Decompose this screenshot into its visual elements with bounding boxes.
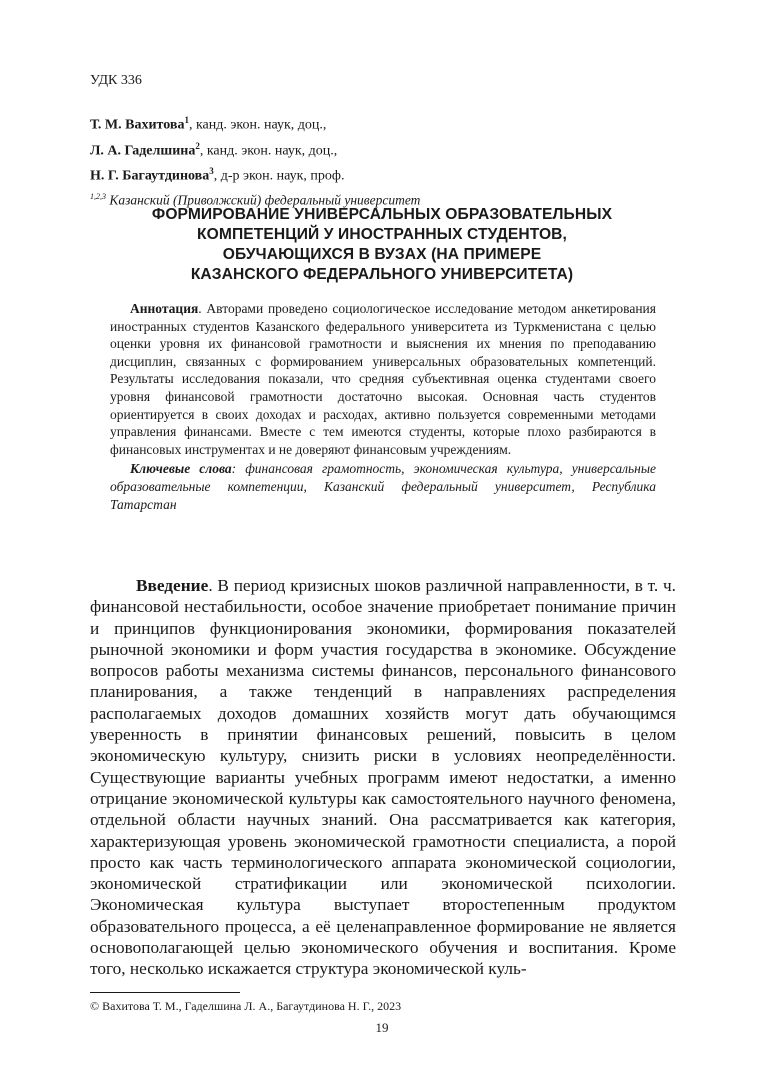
keywords-label: Ключевые слова (130, 461, 232, 477)
author-line (90, 161, 420, 187)
abstract-block (110, 300, 656, 513)
author-superscript: 3 (209, 166, 214, 177)
author-credentials: , д-р экон. наук, проф. (213, 168, 345, 184)
title-line: КОМПЕТЕНЦИЙ У ИНОСТРАННЫХ СТУДЕНТОВ, (197, 226, 567, 243)
udc-code: УДК 336 (90, 73, 142, 88)
author-line (90, 110, 420, 136)
body-section (90, 575, 676, 980)
affiliation-superscript: 1,2,3 (90, 191, 106, 201)
keywords-paragraph (110, 460, 656, 513)
intro-paragraph (90, 575, 676, 980)
page-number: 19 (375, 1020, 389, 1035)
author-superscript: 2 (195, 140, 200, 151)
article-title (100, 205, 664, 285)
title-line: ОБУЧАЮЩИХСЯ В ВУЗАХ (НА ПРИМЕРЕ (222, 246, 542, 263)
author-line (90, 136, 420, 162)
author-credentials: , канд. экон. наук, доц., (199, 143, 338, 159)
intro-text: . В период кризисных шоков различной направленности, в т. ч. финансовой нестабильности, особое значение приобретает понимание причин и принципов функционирования экономики, формирования показателей рыночной экономики и форм участия государства в экономике. Обсуждение вопросов работы механизма системы финансов, персонального финансового планирования, а также тенденций в направлениях распределения располагаемых доходов домашних хозяйств могут дать обучающимся уверенность в принятии финансовых решений, повысить в целом экономическую культуру, снизить риски в условиях неопределённости. Существующие варианты учебных программ имеют недостатки, а именно отрицание экономической культуры как самостоятельного научного феномена, отдельной области научных знаний. Она рассматривается как категория, характеризующая уровень экономической грамотности специалиста, а порой просто как часть терминологического аппарата экономической социологии, экономической стратификации или экономической психологии. Экономическая культура выступает второстепенным продуктом образовательного процесса, а её целенаправленное формирование не является основополагающей целью экономического обучения и воспитания. Кроме того, несколько искажается структура экономической куль- (90, 576, 676, 979)
author-name: Л. А. Гаделшина (90, 143, 196, 159)
title-line: КАЗАНСКОГО ФЕДЕРАЛЬНОГО УНИВЕРСИТЕТА) (190, 266, 574, 283)
author-credentials: , канд. экон. наук, доц., (188, 117, 327, 133)
copyright-footnote: © Вахитова Т. М., Гаделшина Л. А., Багаутдинова Н. Г., 2023 (90, 999, 402, 1013)
keywords-text: : финансовая грамотность, экономическая культура, универсальные образовательные компетенции, Казанский федеральный университет, Республика Татарстан (110, 461, 656, 512)
author-name: Н. Г. Багаутдинова (90, 168, 210, 184)
affiliation-text: Казанский (Приволжский) федеральный университет (106, 192, 421, 208)
author-name: Т. М. Вахитова (90, 117, 185, 133)
author-block (90, 110, 420, 210)
abstract-paragraph (110, 300, 656, 458)
title-line: ФОРМИРОВАНИЕ УНИВЕРСАЛЬНЫХ ОБРАЗОВАТЕЛЬНЫХ (151, 206, 613, 223)
abstract-label: Аннотация (130, 301, 199, 316)
footnote-divider (90, 992, 240, 993)
author-superscript: 1 (184, 115, 189, 125)
abstract-text: . Авторами проведено социологическое исследование методом анкетирования иностранных студентов Казанского федерального университета из Туркменистана с целью оценки уровня их финансовой грамотности и выяснения их мнения по преподаванию дисциплин, связанных с формированием универсальных образовательных компетенций. Результаты исследования показали, что средняя субъективная оценка студентами своего уровня финансовой грамотности достаточно высокая. Основная часть студентов ориентируется в своих доходах и расходах, активно пользуется современными методами управления финансами. Вместе с тем имеются студенты, которые плохо разбираются в финансовых инструментах и не доверяют финансовым учреждениям. (110, 301, 656, 457)
intro-label: Введение (136, 576, 209, 595)
